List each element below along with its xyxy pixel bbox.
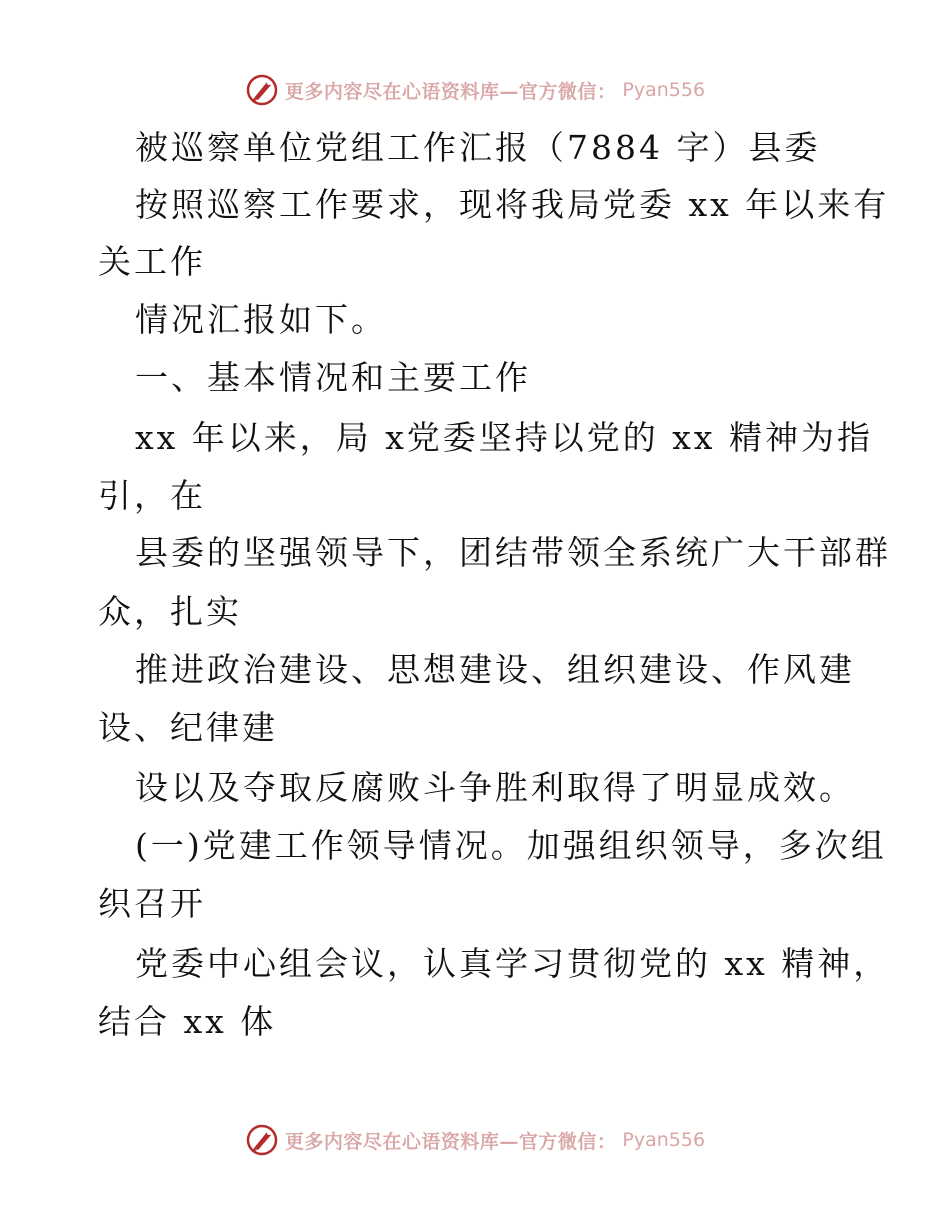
header-watermark-banner	[0, 70, 950, 110]
paragraph-line: 情况汇报如下。	[135, 300, 387, 339]
section-heading: 一、基本情况和主要工作	[135, 358, 531, 397]
paragraph-line: 推进政治建设、思想建设、组织建设、作风建	[135, 650, 855, 689]
footer-watermark-banner	[0, 1120, 950, 1160]
paragraph-line: 党委中心组会议，认真学习贯彻党的 xx 精神，	[135, 944, 890, 983]
quill-pen-logo-icon	[245, 73, 279, 107]
paragraph-line: 众，扎实	[98, 592, 242, 631]
paragraph-line: 关工作	[98, 242, 206, 281]
document-title-line: 被巡察单位党组工作汇报（7884 字）县委	[135, 128, 821, 167]
paragraph-line: 设以及夺取反腐败斗争胜利取得了明显成效。	[135, 768, 855, 807]
paragraph-line: 织召开	[98, 884, 206, 923]
header-wechat-id: Pyan556	[622, 79, 706, 101]
quill-pen-logo-icon	[245, 1123, 279, 1157]
header-banner-text: 更多内容尽在心语资料库—官方微信：	[284, 80, 617, 103]
footer-banner-text: 更多内容尽在心语资料库—官方微信：	[284, 1130, 617, 1153]
paragraph-line: xx 年以来，局 x党委坚持以党的 xx 精神为指	[135, 418, 874, 457]
paragraph-line: 按照巡察工作要求，现将我局党委 xx 年以来有	[135, 185, 890, 224]
paragraph-line: 结合 xx 体	[98, 1002, 277, 1041]
footer-wechat-id: Pyan556	[622, 1129, 706, 1151]
subsection-line: (一)党建工作领导情况。加强组织领导，多次组	[135, 826, 887, 865]
paragraph-line: 设、纪律建	[98, 708, 278, 747]
paragraph-line: 引，在	[98, 476, 206, 515]
paragraph-line: 县委的坚强领导下，团结带领全系统广大干部群	[135, 533, 891, 572]
